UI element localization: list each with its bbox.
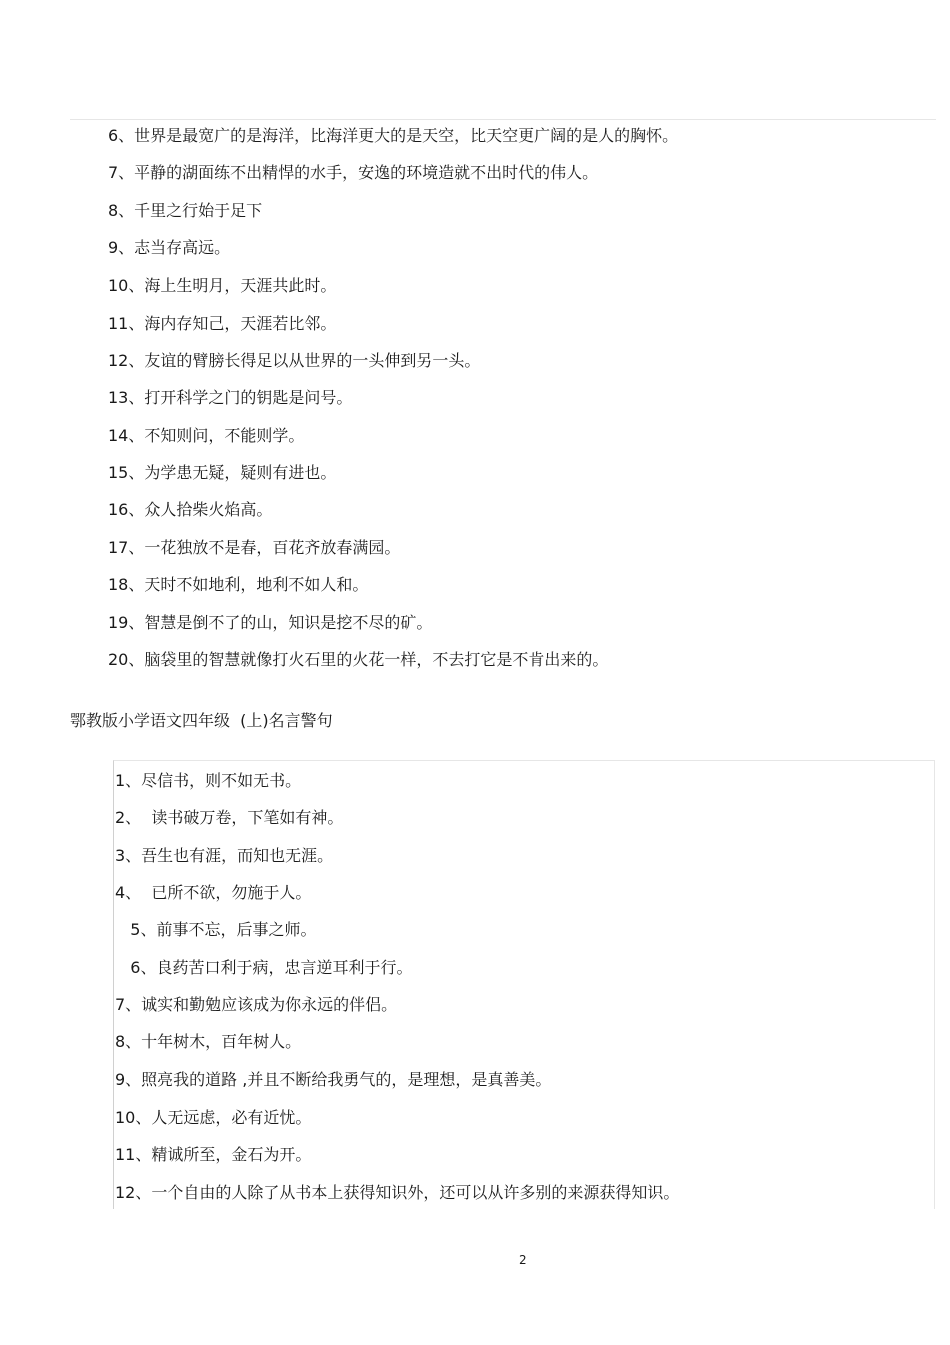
list-item: 7、诚实和勤勉应该成为你永远的伴侣。 [115, 995, 398, 1014]
list-item: 20、脑袋里的智慧就像打火石里的火花一样，不去打它是不肯出来的。 [108, 650, 609, 669]
list-item: 10、人无远虑，必有近忧。 [115, 1108, 312, 1127]
list-item: 11、海内存知己，天涯若比邻。 [108, 314, 337, 333]
list-item: 16、众人拾柴火焰高。 [108, 500, 273, 519]
list-item: 8、十年树木，百年树人。 [115, 1032, 302, 1051]
list-item: 12、友谊的臂膀长得足以从世界的一头伸到另一头。 [108, 351, 481, 370]
list-item: 8、千里之行始于足下 [108, 201, 263, 220]
top-divider [70, 119, 936, 120]
list-item: 15、为学患无疑，疑则有进也。 [108, 463, 337, 482]
list-item: 4、 已所不欲，勿施于人。 [115, 883, 312, 902]
list-item: 9、照亮我的道路 ,并且不断给我勇气的，是理想，是真善美。 [115, 1070, 552, 1089]
list-item: 14、不知则问，不能则学。 [108, 426, 305, 445]
list-item: 5、前事不忘，后事之师。 [115, 920, 317, 939]
list-item: 7、平静的湖面练不出精悍的水手，安逸的环境造就不出时代的伟人。 [108, 163, 599, 182]
list-item: 11、精诚所至，金石为开。 [115, 1145, 312, 1164]
list-item: 18、天时不如地利，地利不如人和。 [108, 575, 369, 594]
list-item: 12、一个自由的人除了从书本上获得知识外，还可以从许多别的来源获得知识。 [115, 1183, 680, 1202]
list-item: 19、智慧是倒不了的山，知识是挖不尽的矿。 [108, 613, 433, 632]
list-item: 6、世界是最宽广的是海洋，比海洋更大的是天空，比天空更广阔的是人的胸怀。 [108, 126, 679, 145]
page-number: 2 [519, 1253, 527, 1267]
list-item: 2、 读书破万卷，下笔如有神。 [115, 808, 344, 827]
list-item: 6、良药苦口利于病，忠言逆耳利于行。 [115, 958, 413, 977]
list-item: 17、一花独放不是春，百花齐放春满园。 [108, 538, 401, 557]
list-item: 3、吾生也有涯，而知也无涯。 [115, 846, 334, 865]
list-item: 9、志当存高远。 [108, 238, 231, 257]
list-item: 13、打开科学之门的钥匙是问号。 [108, 388, 353, 407]
list-item: 1、尽信书，则不如无书。 [115, 771, 302, 790]
list-item: 10、海上生明月，天涯共此时。 [108, 276, 337, 295]
section-title: 鄂教版小学语文四年级 (上)名言警句 [70, 711, 333, 730]
